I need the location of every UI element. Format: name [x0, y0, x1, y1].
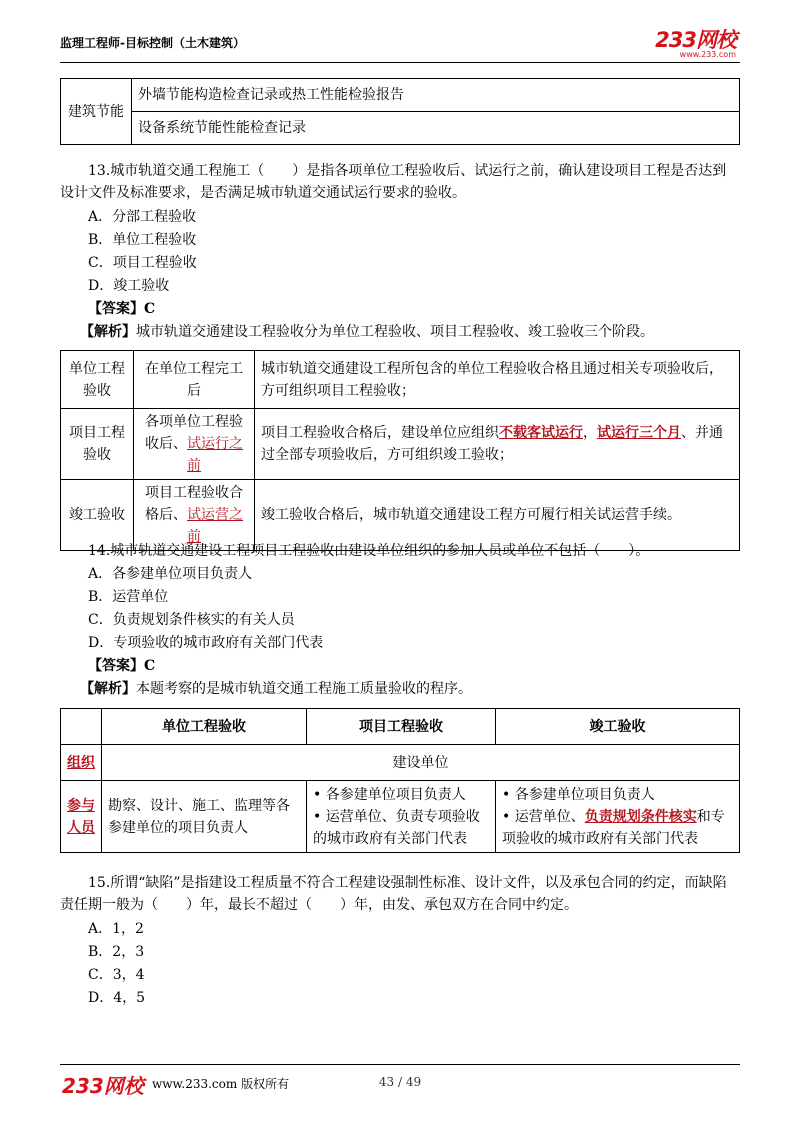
participants-completion [496, 781, 740, 853]
analysis-label: 【解析】 [80, 681, 136, 697]
stage-2-desc-b: 不载客试运行 [499, 425, 583, 441]
page-header [60, 26, 740, 60]
q14-stem: 14.城市轨道交通建设工程项目工程验收由建设单位组织的参加人员或单位不包括（ ）。 [88, 543, 650, 559]
completion-bullet-1: • 各参建单位项目负责人 [502, 786, 655, 803]
completion-bullet-2-b: 负责规划条件核实 [584, 808, 697, 825]
energy-row-2: 设备系统节能性能检查记录 [132, 112, 740, 145]
q13-stem: 13.城市轨道交通工程施工（ ）是指各项单位工程验收后、试运行之前，确认建设项目工程是否达到设计文件及标准要求，是否满足城市轨道交通试运行要求的验收。 [60, 163, 727, 201]
q13-option-d: D．竣工验收 [88, 278, 170, 294]
q14-option-a: A．各参建单位项目负责人 [88, 566, 253, 582]
analysis-text: 城市轨道交通建设工程验收分为单位工程验收、项目工程验收、竣工验收三个阶段。 [136, 324, 654, 340]
col-header-3: 竣工验收 [496, 709, 740, 745]
row-label-participants: 参与人员 [61, 781, 102, 853]
header-title: 监理工程师-目标控制（土木建筑） [60, 36, 245, 50]
energy-table [60, 78, 740, 145]
stage-2-desc [255, 409, 740, 480]
footer-divider [60, 1064, 740, 1065]
page-number: 43 / 49 [378, 1075, 422, 1089]
completion-bullet-2-c: 和专项验收的城市政府有关部门代表 [502, 808, 725, 847]
header-divider [60, 62, 740, 63]
q14-answer: 【答案】C [88, 658, 156, 674]
analysis-label: 【解析】 [80, 324, 136, 340]
q14-option-d: D．专项验收的城市政府有关部门代表 [88, 635, 324, 651]
stages-table [60, 350, 740, 551]
stage-3-desc: 竣工验收合格后，城市轨道交通建设工程方可履行相关试运营手续。 [255, 480, 740, 551]
q13-answer: 【答案】C [88, 301, 156, 317]
analysis-text: 本题考察的是城市轨道交通工程施工质量验收的程序。 [136, 681, 472, 697]
stage-1-time: 在单位工程完工后 [134, 351, 255, 409]
footer-copyright: www.233.com 版权所有 [152, 1077, 290, 1091]
footer-logo: 233网校 [62, 1074, 144, 1098]
project-bullet-1: • 各参建单位项目负责人 [313, 786, 466, 803]
stage-1-desc: 城市轨道交通建设工程所包含的单位工程验收合格且通过相关专项验收后，方可组织项目工程验收； [255, 351, 740, 409]
stage-2-desc-c: ， [583, 425, 597, 441]
logo-text: 233网校 [655, 28, 736, 52]
participants-table [60, 708, 740, 853]
stage-3-name: 竣工验收 [61, 480, 134, 551]
stage-2-time-a: 各项单位工程验收后、 [145, 414, 243, 452]
participants-unit: 勘察、设计、施工、监理等各参建单位的项目负责人 [102, 781, 307, 853]
q13-option-c: C．项目工程验收 [88, 255, 197, 271]
col-header-2: 项目工程验收 [307, 709, 496, 745]
q15-option-a: A．1，2 [88, 921, 144, 937]
brand-logo [655, 24, 736, 59]
q13-option-b: B．单位工程验收 [88, 232, 197, 248]
q15-stem: 15.所谓“缺陷”是指建设工程质量不符合工程建设强制性标准、设计文件，以及承包合同的约定，而缺陷责任期一般为（ ）年，最长不超过（ ）年，由发、承包双方在合同中约定。 [60, 875, 727, 913]
stage-2-time [134, 409, 255, 480]
row-label-organize: 组织 [61, 745, 102, 781]
stage-2-desc-e: 、并通过全部专项验收后，方可组织竣工验收； [261, 425, 723, 463]
energy-row-1: 外墙节能构造检查记录或热工性能检验报告 [132, 79, 740, 112]
logo-url: www.233.com [679, 50, 736, 59]
project-bullet-2: • 运营单位、负责专项验收的城市政府有关部门代表 [313, 808, 480, 847]
stage-2-desc-a: 项目工程验收合格后，建设单位应组织 [261, 425, 499, 441]
q14-analysis [80, 678, 472, 700]
col-header-1: 单位工程验收 [102, 709, 307, 745]
stage-1-name: 单位工程验收 [61, 351, 134, 409]
completion-bullet-2-a: • 运营单位、 [502, 808, 585, 825]
q15-option-c: C．3，4 [88, 967, 145, 983]
organizer-value: 建设单位 [102, 745, 740, 781]
q14-option-b: B．运营单位 [88, 589, 169, 605]
q14-option-c: C．负责规划条件核实的有关人员 [88, 612, 295, 628]
completion-bullet-2 [502, 806, 733, 850]
corner-cell [61, 709, 102, 745]
q13-option-a: A．分部工程验收 [88, 209, 197, 225]
participants-project [307, 781, 496, 853]
q15-option-d: D．4，5 [88, 990, 146, 1006]
q15-option-b: B．2，3 [88, 944, 145, 960]
stage-2-time-b: 试运行之前 [187, 436, 243, 474]
stage-3-time-a: 项目工程验收合格后、 [145, 485, 243, 523]
stage-2-name: 项目工程验收 [61, 409, 134, 480]
energy-group-label: 建筑节能 [61, 79, 132, 145]
stage-2-desc-d: 试运行三个月 [597, 425, 681, 441]
q13-analysis [80, 321, 654, 343]
stage-3-time-b: 试运营之前 [187, 507, 243, 545]
